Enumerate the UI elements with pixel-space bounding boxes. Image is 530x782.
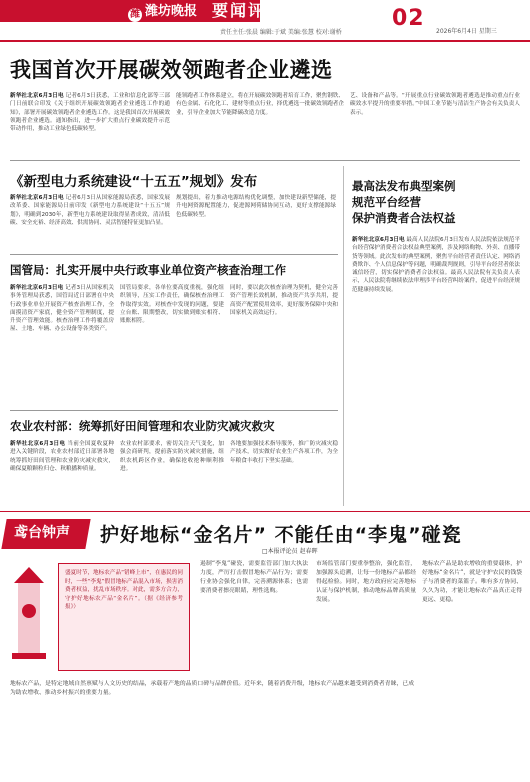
models-column [352, 236, 520, 506]
commentary-author: □本报评论员 赵春晖 [262, 548, 318, 555]
plan-column-1 [10, 194, 170, 246]
asset-column-2 [120, 284, 224, 400]
plan-text-2: 规划提出，着力推动电源结构优化调整，加快建设新型储能，提升电网资源配置能力，促进源网荷储协同互动，更好支撑能源绿色低碳转型。 [176, 195, 336, 218]
lead-text-2: 能领跑者工作体系建立，将在开展碳效领跑者培育工作，聚焦钢铁、有色金属、石化化工、建材等重点行业，择优遴选一批碳效领跑者企业，引导企业加大节能降碳改造力度。 [176, 93, 344, 116]
bell-tower-icon [4, 563, 54, 671]
lead-column-1 [10, 92, 170, 154]
commentary-column-3 [316, 560, 416, 672]
commentary-text-2: 遏制“李鬼”碰瓷，需要监管部门加大执法力度，严厉打击假冒地标产品行为；需要行业协会强化自律，完善溯源体系；也需要消费者擦亮眼睛，理性选购。 [200, 561, 308, 594]
masthead-rule [0, 40, 530, 42]
logo-mark-icon: 潍 [130, 9, 140, 20]
section-title: 要闻评论 [212, 1, 285, 20]
lead-byline: 新华社北京6月3日电 [10, 93, 64, 99]
plan-byline: 新华社北京6月3日电 [10, 195, 64, 201]
plan-headline: 《新型电力系统建设“十五五”规划》发布 [10, 174, 258, 190]
page-number: 02 [392, 6, 425, 31]
asset-divider [10, 410, 338, 411]
commentary-column-1 [10, 680, 414, 776]
asset-column-1 [10, 284, 114, 400]
asset-column-3 [230, 284, 338, 400]
commentary-title: 护好地标“金名片” 不能任由“李鬼”碰瓷 [100, 524, 462, 546]
models-byline: 新华社北京6月3日电 [352, 237, 405, 243]
plan-text-1: 记者6月3日从国家能源局获悉，国家发展改革委、国家能源局日前印发《新型电力系统建设“十五五”规划》，明确到2030年，新型电力系统建设取得显著成效，清洁低碳、安全充裕、经济高效、供需协同、灵活智能特征更加凸显。 [10, 195, 170, 226]
newspaper-name: 潍坊晚报 [145, 4, 198, 19]
agri-column-1 [10, 440, 114, 506]
newspaper-logo [128, 3, 208, 20]
issue-date: 2026年6月4日 星期三 [436, 28, 497, 35]
editor-note-tag [4, 563, 54, 671]
agri-text-2: 农业农村部要求，密切关注天气变化，加强会商研判，提前落实防灾减灾措施，组织农机跨区作业，确保抢收抢种顺利推进。 [120, 441, 224, 472]
asset-text-3: 同时，要以此次核查治理为契机，健全完善资产管理长效机制，推动资产共享共用，提高资产配置使用效率，更好服务保障中央和国家机关高效运行。 [230, 285, 338, 316]
asset-text-1: 记者3日从国家机关事务管理局获悉，国管局近日部署在中央行政事业单位开展资产核查治理工作，全面摸清资产家底，健全资产管理制度，提升资产管理效能。核查治理工作将覆盖房屋、土地、车辆、办公设备等各类资产。 [10, 285, 114, 333]
lead-column-2 [176, 92, 344, 154]
lead-text-3: 艺、设备和产品等。“开展重点行业碳效领跑者遴选是推动重点行业碳效水平提升的重要举措。”中国工业节能与清洁生产协会有关负责人表示。 [350, 93, 520, 116]
agri-text-1: 当前全国夏收夏种进入关键阶段，农业农村部近日部署各地统筹抓好田间管理和农业防灾减灾救灾，确保夏粮颗粒归仓、秋粮播种质量。 [10, 441, 114, 472]
commentary-logo: 鸢台钟声 [14, 525, 70, 541]
lead-headline: 我国首次开展碳效领跑者企业遴选 [10, 58, 333, 82]
lead-divider [10, 160, 520, 161]
models-headline: 最高法发布典型案例 规范平台经营 保护消费者合法权益 [352, 179, 456, 225]
asset-headline: 国管局：扎实开展中央行政事业单位资产核查治理工作 [10, 263, 286, 277]
plan-divider [10, 254, 338, 255]
commentary-column-4 [422, 560, 522, 776]
commentary-text-1: 地标农产品，是特定地域自然禀赋与人文历史的结晶，承载着产地的品质口碑与品牌价值。近年来，随着消费升级，地标农产品越来越受到消费者青睐，已成为助农增收、推动乡村振兴的重要力量。 [10, 681, 414, 696]
models-text: 最高人民法院6月3日发布人民法院依法规范平台经营保护消费者合法权益典型案例，涉及网络购物、外卖、直播带货等领域。此次发布的典型案例，聚焦平台经营者责任认定、网络消费欺诈、个人信息保护等问题，明确裁判规则，引导平台经营者依法诚信经营，切实保护消费者合法权益。最高人民法院有关负责人表示，人民法院将继续依法审理涉平台经营纠纷案件，促进平台经济规范健康持续发展。 [352, 237, 520, 293]
asset-text-2: 国管局要求，各单位要高度重视，强化组织领导，压实工作责任，确保核查治理工作取得实效。对核查中发现的问题，要建立台账、限期整改，切实做到账实相符、账账相符。 [120, 285, 224, 325]
agri-column-3 [230, 440, 338, 506]
right-column-divider [343, 166, 344, 506]
commentary-rule [0, 511, 530, 512]
agri-headline: 农业农村部：统筹抓好田间管理和农业防灾减灾救灾 [10, 419, 275, 433]
asset-byline: 新华社北京6月3日电 [10, 285, 64, 291]
commentary-column-2 [200, 560, 308, 672]
agri-text-3: 各地要加强技术指导服务，推广防灾减灾稳产技术，切实做好农业生产各项工作，为全年粮食丰收打下坚实基础。 [230, 441, 338, 464]
plan-column-2 [176, 194, 336, 246]
commentary-text-4: 地标农产品是助农增收的重要载体，护好地标“金名片”，就是守护农民的钱袋子与消费者的菜篮子。唯有多方协同、久久为功，才能让地标农产品真正走得更远、更稳。 [422, 561, 522, 603]
agri-byline: 新华社北京6月3日电 [10, 441, 66, 447]
editor-credits: 责任主任:张晨 编辑:于斌 美编:张慧 校对:谢桥 [220, 29, 342, 36]
lead-column-3 [350, 92, 520, 154]
editor-note: 盛夏时节，地标农产品“错峰上市”，在惠民的同时，一些“李鬼”假冒地标产品混入市场，损害消费者权益，扰乱市场秩序。对此，需多方合力，守护好地标农产品“金名片”。（据《经济参考报》） [58, 563, 190, 671]
commentary-text-3: 市场监管部门要重拳整治，强化监管，加强源头追溯，让每一份地标产品都经得起检验。同时，地方政府应完善地标认证与保护机制，推动地标品牌高质量发展。 [316, 561, 416, 603]
agri-column-2 [120, 440, 224, 506]
lead-text-1: 记者6月3日获悉，工业和信息化部等三部门日前联合印发《关于组织开展碳效领跑者企业遴选工作的通知》，部署开展碳效领跑者企业遴选工作。这是我国首次开展碳效领跑者企业遴选。通知指出，进一步扩大重点行业碳效提升示范带动作用，推动工业绿色低碳转型。 [10, 93, 170, 133]
masthead [0, 0, 530, 44]
